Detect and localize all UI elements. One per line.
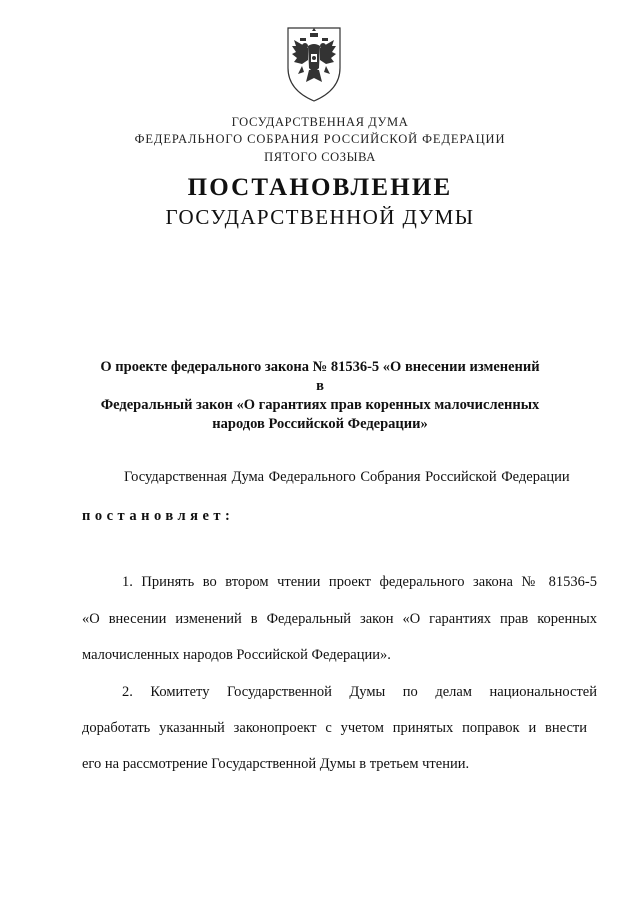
subject-line-1: О проекте федерального закона № 81536-5 «О внесении изменений в [100, 359, 540, 394]
paragraph-1-line-3: малочисленных народов Российской Федерации». [82, 647, 391, 663]
subject-line-2: Федеральный закон «О гарантиях прав коренных малочисленных [100, 397, 540, 413]
intro-text: Государственная Дума Федерального Собрания Российской Федерации [124, 469, 570, 485]
document-title: ПОСТАНОВЛЕНИЕ [187, 174, 453, 201]
resolves-word: постановляет: [82, 508, 235, 524]
paragraph-2-line-2: доработать указанный законопроект с учетом принятых поправок и внести [82, 720, 587, 736]
header-line-assembly: ФЕДЕРАЛЬНОГО СОБРАНИЯ РОССИЙСКОЙ ФЕДЕРАЦИИ [134, 132, 506, 146]
subject-line-3: народов Российской Федерации» [212, 416, 428, 432]
header-line-convocation: ПЯТОГО СОЗЫВА [264, 150, 376, 164]
document-subtitle: ГОСУДАРСТВЕННОЙ ДУМЫ [165, 205, 475, 229]
header-line-duma: ГОСУДАРСТВЕННАЯ ДУМА [231, 115, 409, 129]
paragraph-1-line-1: 1. Принять во втором чтении проект федерального закона № 81536-5 [122, 574, 597, 590]
paragraph-2-line-3: его на рассмотрение Государственной Думы в третьем чтении. [82, 756, 470, 772]
paragraph-2-line-1: 2. Комитету Государственной Думы по делам национальностей [122, 684, 597, 700]
paragraph-1-line-2: «О внесении изменений в Федеральный закон «О гарантиях прав коренных [82, 611, 597, 627]
document-subject [100, 358, 540, 434]
coat-of-arms-icon [282, 24, 346, 104]
